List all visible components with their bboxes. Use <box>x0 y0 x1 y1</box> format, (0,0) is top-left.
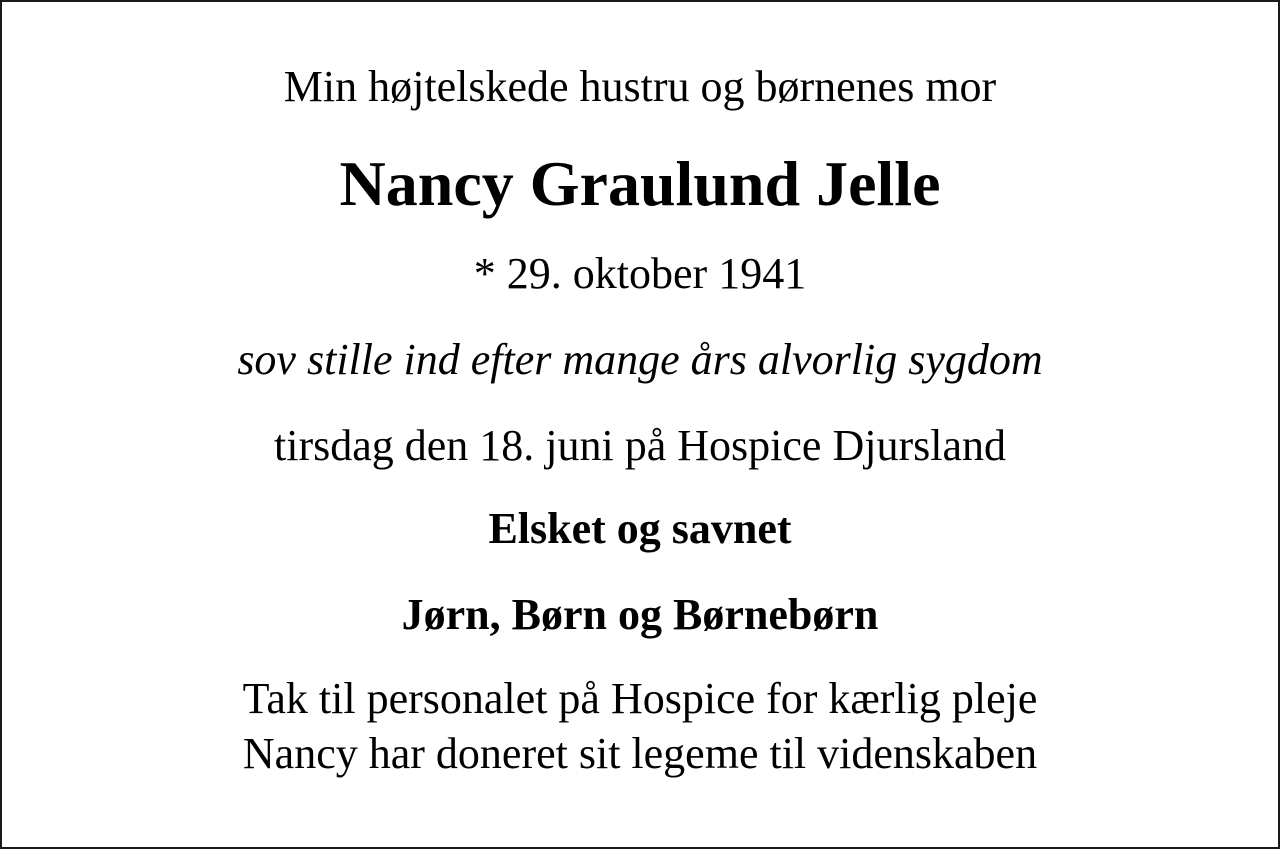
loved-missed-line: Elsket og savnet <box>488 504 792 553</box>
intro-line: Min højtelskede hustru og børnenes mor <box>283 62 997 111</box>
birth-date: * 29. oktober 1941 <box>473 249 807 298</box>
thanks-line: Tak til personalet på Hospice for kærlig pleje <box>242 674 1038 723</box>
passing-line: sov stille ind efter mange års alvorlig sygdom <box>237 335 1043 384</box>
date-place-line: tirsdag den 18. juni på Hospice Djursland <box>274 421 1006 470</box>
deceased-name: Nancy Graulund Jelle <box>339 148 941 219</box>
donation-line: Nancy har doneret sit legeme til videnskaben <box>242 729 1038 778</box>
family-signature: Jørn, Børn og Børnebørn <box>401 590 879 639</box>
